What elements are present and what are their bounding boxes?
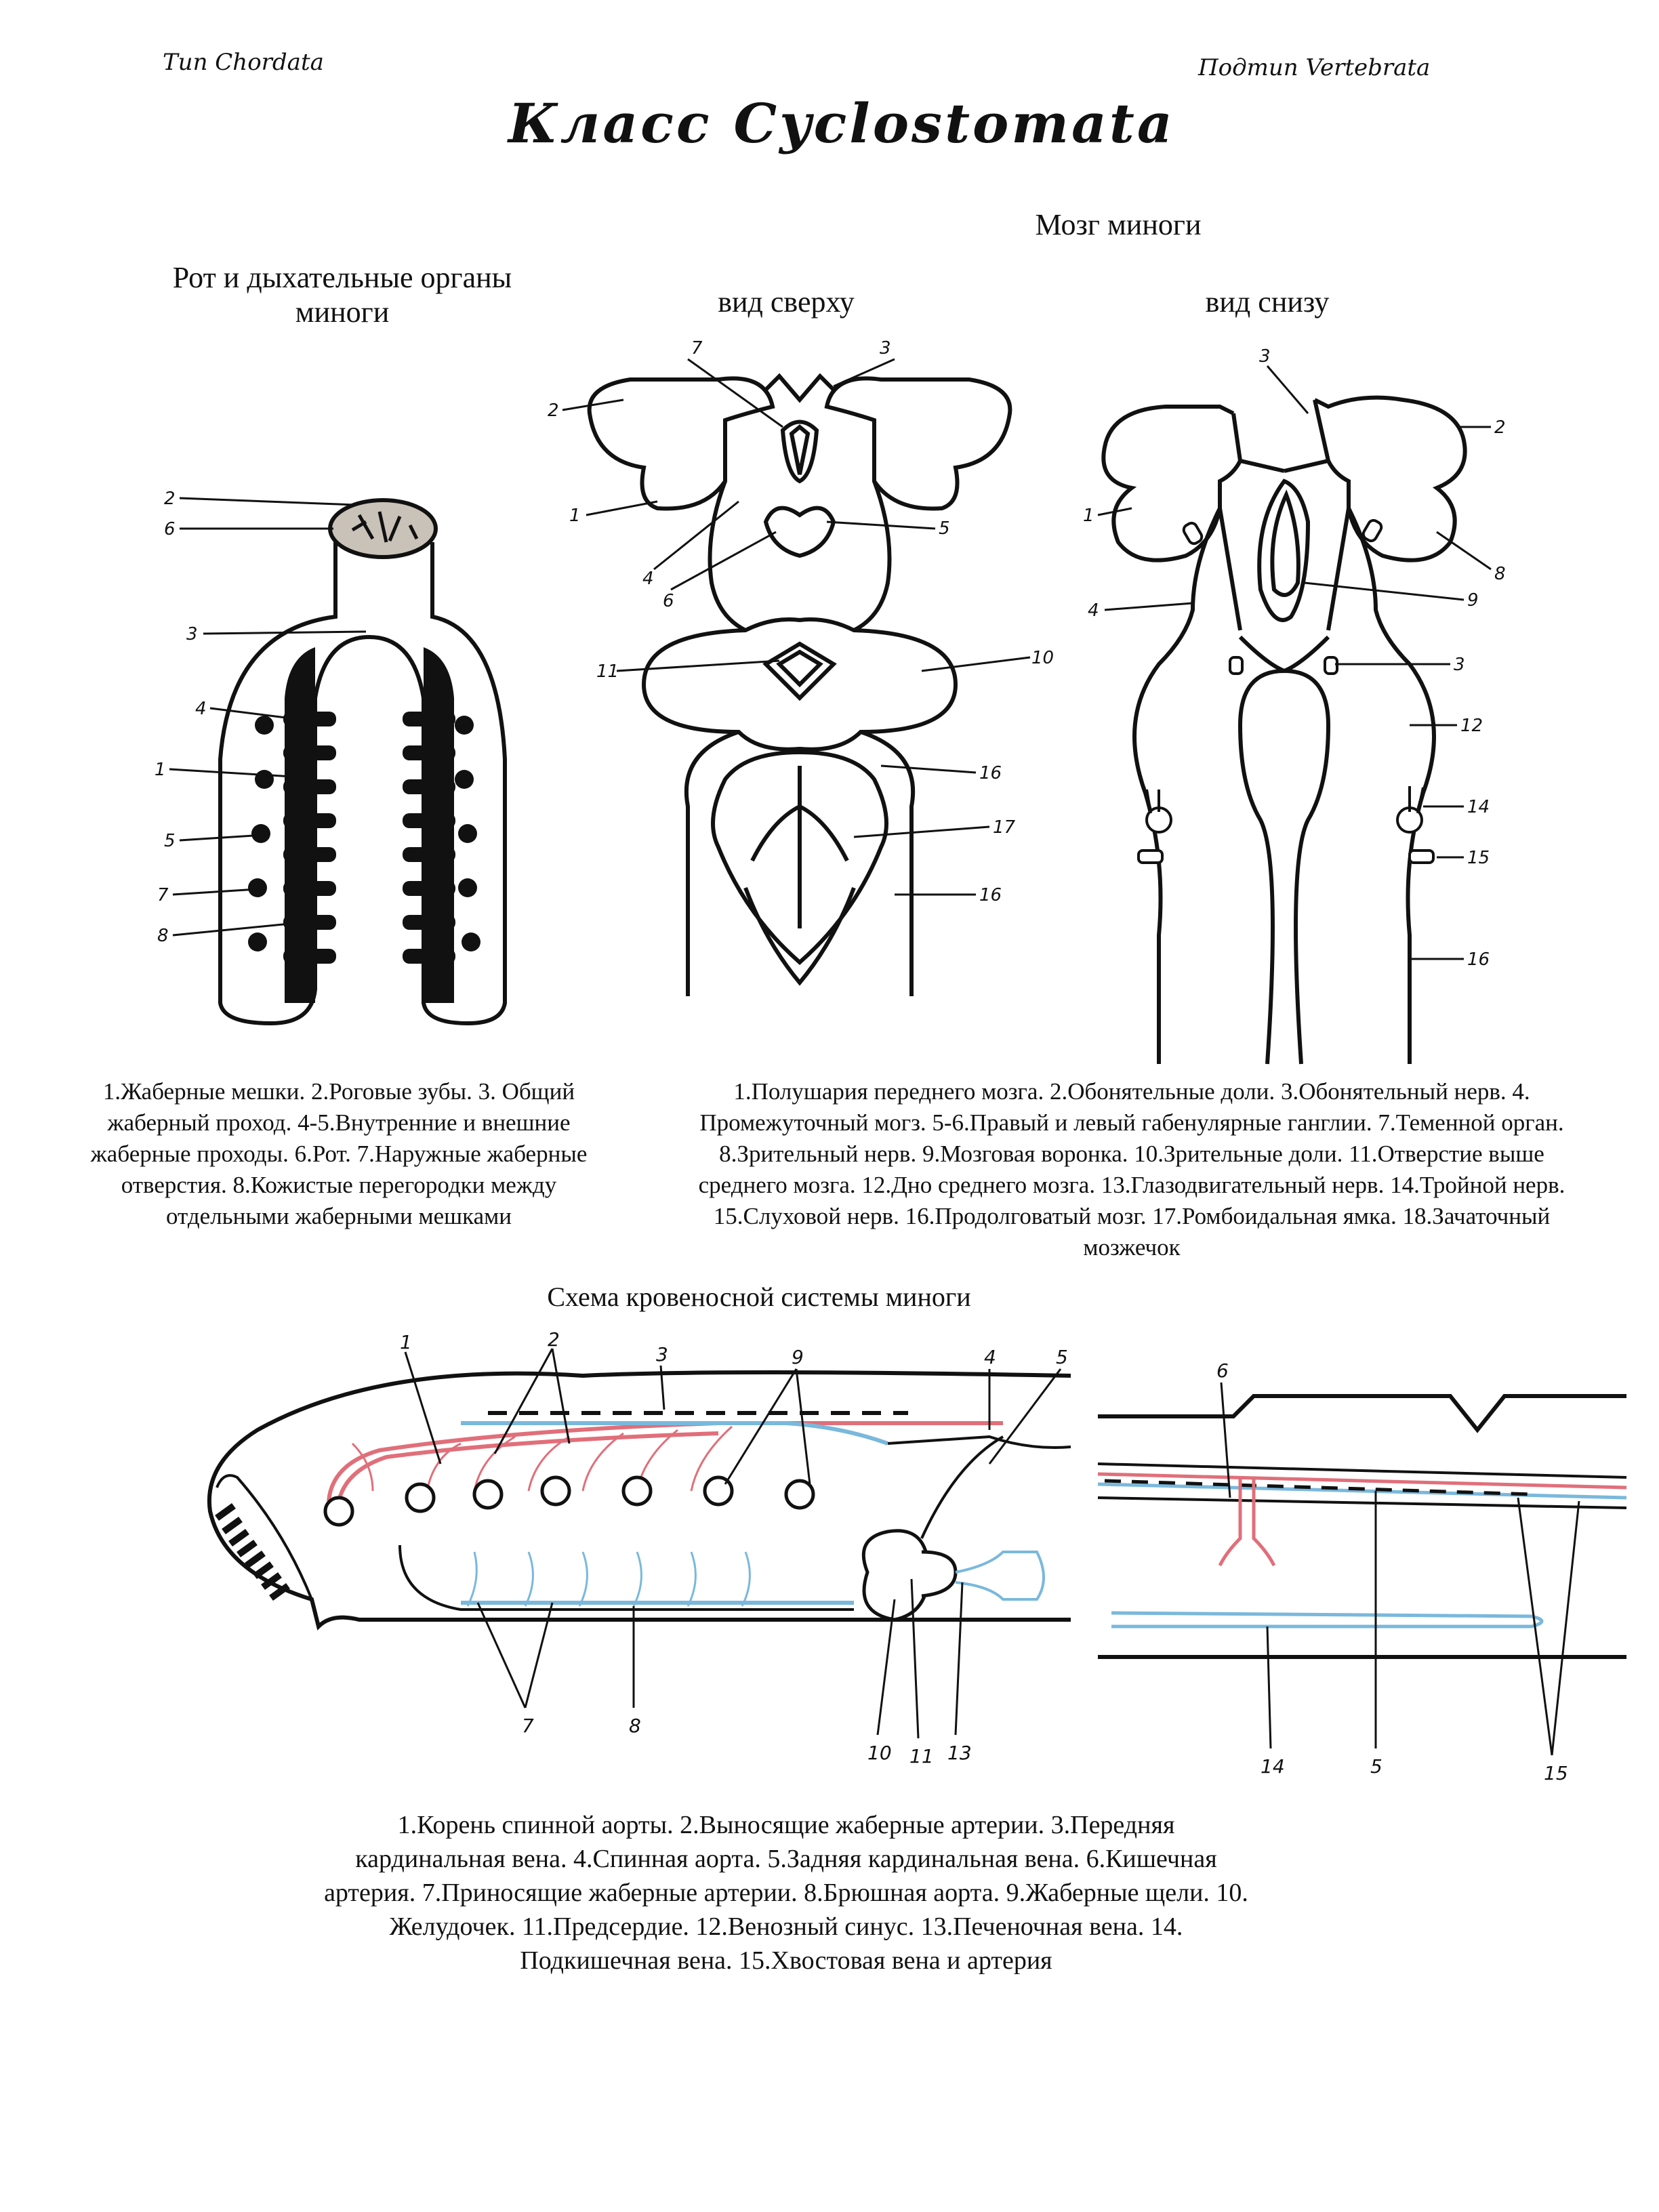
brain-section-title: Мозг миноги bbox=[1035, 208, 1202, 241]
mouth-caption-line: жаберные проходы. 6.Рот. 7.Наружные жаберные bbox=[90, 1141, 588, 1167]
blood-label-1: 1 bbox=[400, 1331, 412, 1353]
brain-caption bbox=[637, 1076, 1626, 1263]
brain-bottom-label-numbers bbox=[1083, 346, 1506, 970]
page-title: Класс Cyclostomata bbox=[508, 91, 1175, 155]
brain-caption-line: среднего мозга. 12.Дно среднего мозга. 13.Глазодвигательный нерв. 14.Тройной нерв. bbox=[698, 1172, 1565, 1198]
hepatic-vein bbox=[956, 1552, 1044, 1599]
brain-top-label-10: 10 bbox=[1031, 648, 1054, 668]
brain-bottom-label-9: 9 bbox=[1467, 590, 1479, 611]
tail-dorsal-outline bbox=[1098, 1396, 1626, 1430]
mouth-caption-line: 1.Жаберные мешки. 2.Роговые зубы. 3. Общий bbox=[102, 1078, 575, 1105]
mouth-caption-line: жаберный проход. 4-5.Внутренние и внешние bbox=[107, 1109, 571, 1136]
olfactory-lobe-left bbox=[590, 378, 773, 508]
blood-label-10: 10 bbox=[867, 1742, 892, 1764]
brain-bottom-label-3b: 3 bbox=[1454, 655, 1465, 675]
intestinal-artery bbox=[1220, 1477, 1274, 1565]
mouth-title-line2: миноги bbox=[295, 295, 390, 329]
blood-section-title: Схема кровеносной системы миноги bbox=[547, 1282, 971, 1312]
blood-label-4: 4 bbox=[984, 1346, 996, 1368]
brain-bottom-view-title: вид снизу bbox=[1205, 285, 1330, 319]
dorsal-aorta bbox=[888, 1437, 1071, 1448]
mouth-label-numbers bbox=[155, 489, 207, 946]
mouth-section-title bbox=[122, 260, 562, 329]
mouth-label-2: 2 bbox=[164, 489, 176, 509]
mouth-respiratory-diagram bbox=[149, 474, 529, 1057]
gill-pouches-left bbox=[283, 647, 336, 1003]
blood-caption-line: артерия. 7.Приносящие жаберные артерии. 8.Брюшная аорта. 9.Жаберные щели. 10. bbox=[324, 1879, 1248, 1907]
brain-top-label-2: 2 bbox=[548, 401, 559, 421]
brain-bottom-label-16: 16 bbox=[1467, 949, 1490, 970]
brain-bottom-label-3a: 3 bbox=[1259, 346, 1271, 367]
midbrain-top-bottom bbox=[1240, 637, 1328, 671]
brain-bottom-label-15: 15 bbox=[1467, 848, 1490, 868]
habenular-ganglia bbox=[766, 508, 834, 556]
blood-label-9: 9 bbox=[792, 1346, 804, 1368]
mouth-caption-line: отдельными жаберными мешками bbox=[165, 1203, 512, 1229]
mouth-label-8: 8 bbox=[157, 926, 169, 946]
blood-label-5b: 5 bbox=[1370, 1755, 1382, 1778]
brain-caption-line: 1.Полушария переднего мозга. 2.Обонятельные доли. 3.Обонятельный нерв. 4. bbox=[733, 1078, 1530, 1105]
blood-label-7: 7 bbox=[522, 1715, 534, 1737]
brain-caption-line: 8.Зрительный нерв. 9.Мозговая воронка. 10.Зрительные доли. 11.Отверстие выше bbox=[719, 1141, 1544, 1167]
mouth-label-6: 6 bbox=[164, 519, 176, 539]
mouth-caption bbox=[20, 1076, 657, 1232]
brain-caption-line: мозжечок bbox=[1083, 1234, 1181, 1261]
mouth-label-7: 7 bbox=[157, 885, 169, 905]
gill-pouches-right bbox=[403, 647, 455, 1003]
tail-line-2 bbox=[1098, 1498, 1626, 1508]
brain-top-label-6: 6 bbox=[663, 591, 674, 611]
brain-bottom-label-2: 2 bbox=[1494, 417, 1506, 438]
parietal-notch bbox=[766, 376, 834, 400]
brain-top-view bbox=[542, 332, 1057, 1050]
mouth-label-3: 3 bbox=[186, 624, 198, 644]
blood-label-13: 13 bbox=[947, 1742, 972, 1764]
nerve-stubs bbox=[1139, 518, 1433, 863]
blood-label-14: 14 bbox=[1261, 1755, 1285, 1778]
infundibulum-inner bbox=[1272, 495, 1298, 595]
blood-label-15: 15 bbox=[1544, 1762, 1568, 1784]
blood-label-6: 6 bbox=[1216, 1359, 1229, 1382]
brain-top-label-17: 17 bbox=[993, 817, 1016, 838]
blood-label-3: 3 bbox=[656, 1343, 668, 1366]
brain-caption-line: Промежуточный могз. 5-6.Правый и левый габенулярные ганглии. 7.Теменной орган. bbox=[699, 1109, 1564, 1136]
rhomboid-fossa-lines bbox=[752, 766, 847, 928]
brain-top-view-title: вид сверху bbox=[718, 285, 855, 319]
brain-bottom-label-1: 1 bbox=[1083, 506, 1094, 526]
brain-top-leader-lines bbox=[562, 359, 1030, 895]
blood-caption-line: кардинальная вена. 4.Спинная аорта. 5.Задняя кардинальная вена. 6.Кишечная bbox=[355, 1845, 1217, 1873]
blood-leader-lines bbox=[405, 1349, 1579, 1755]
blood-label-8: 8 bbox=[629, 1715, 641, 1737]
pineal-stalk bbox=[792, 427, 808, 474]
mouth-caption-line: отверстия. 8.Кожистые перегородки между bbox=[121, 1172, 557, 1198]
blood-caption bbox=[176, 1808, 1396, 1978]
brain-bottom-leader-lines bbox=[1098, 366, 1491, 959]
brain-left-edge bbox=[1134, 508, 1220, 1064]
subintestinal-vein bbox=[1111, 1613, 1542, 1626]
brain-top-label-4: 4 bbox=[642, 569, 654, 589]
blood-caption-line: 1.Корень спинной аорты. 2.Выносящие жаберные артерии. 3.Передняя bbox=[397, 1811, 1175, 1839]
blood-label-5: 5 bbox=[1056, 1346, 1068, 1368]
olfactory-notch-bottom bbox=[1233, 400, 1328, 461]
subphylum-label: Подтип Vertebrata bbox=[1198, 54, 1431, 81]
brain-top-label-1: 1 bbox=[569, 506, 581, 526]
blood-caption-line: Желудочек. 11.Предсердие. 12.Венозный синус. 13.Печеночная вена. 14. bbox=[389, 1912, 1183, 1941]
brain-top-label-16b: 16 bbox=[979, 885, 1002, 905]
atrium bbox=[922, 1552, 956, 1596]
brain-top-label-7: 7 bbox=[691, 338, 703, 359]
diencephalon-lines-bottom bbox=[1220, 508, 1349, 630]
ventricle bbox=[863, 1531, 928, 1620]
brain-top-label-11: 11 bbox=[596, 661, 619, 682]
brain-caption-line: 15.Слуховой нерв. 16.Продолговатый мозг. 17.Ромбоидальная ямка. 18.Зачаточный bbox=[713, 1203, 1551, 1229]
olfactory-lobe-right bbox=[827, 378, 1010, 508]
gill-slits bbox=[325, 1477, 813, 1525]
phylum-label: Тип Chordata bbox=[163, 49, 324, 76]
brain-bottom-view bbox=[1057, 346, 1559, 1078]
ventral-aorta-outline bbox=[400, 1545, 854, 1610]
midbrain-opening-inner bbox=[779, 652, 820, 684]
brain-top-label-3: 3 bbox=[880, 338, 891, 359]
brain-bottom-label-4: 4 bbox=[1088, 600, 1099, 621]
blood-label-2: 2 bbox=[548, 1328, 560, 1351]
brain-bottom-label-12: 12 bbox=[1460, 716, 1483, 736]
midbrain-floor bbox=[1240, 671, 1328, 1064]
mouth-title-line1: Рот и дыхательные органы bbox=[172, 261, 512, 294]
posterior-cardinal-link bbox=[922, 1437, 1003, 1538]
brain-bottom-label-8: 8 bbox=[1494, 564, 1506, 584]
brain-top-label-16a: 16 bbox=[979, 763, 1002, 783]
mouth-label-1: 1 bbox=[155, 760, 166, 780]
brain-top-label-5: 5 bbox=[939, 518, 950, 539]
mouth-label-5: 5 bbox=[164, 831, 176, 851]
blood-caption-line: Подкишечная вена. 15.Хвостовая вена и артерия bbox=[520, 1946, 1052, 1975]
afferent-branchial-arteries bbox=[468, 1552, 750, 1606]
blood-label-11: 11 bbox=[909, 1745, 934, 1767]
mouth-label-4: 4 bbox=[195, 699, 207, 719]
brain-bottom-label-14: 14 bbox=[1467, 797, 1490, 817]
circulatory-diagram bbox=[176, 1328, 1633, 1803]
